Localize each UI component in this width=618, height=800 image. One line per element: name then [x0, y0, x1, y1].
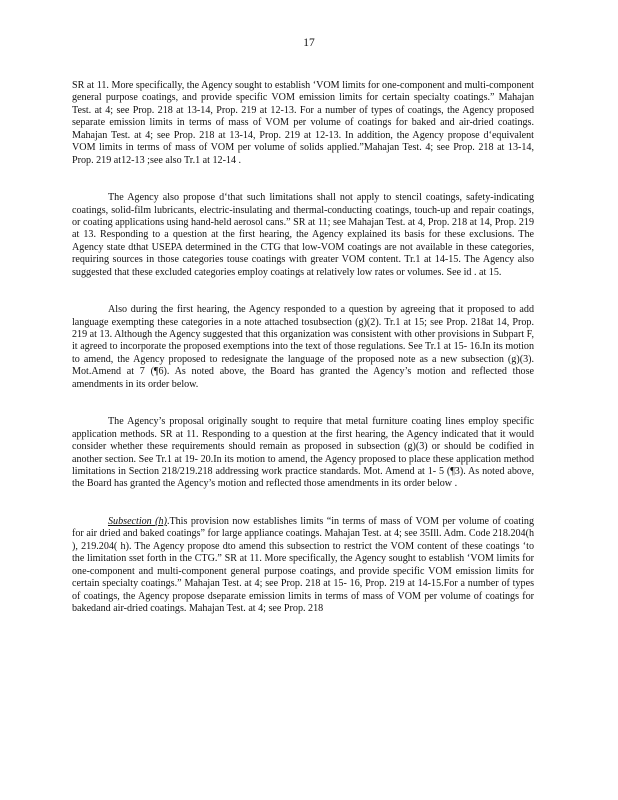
paragraph-2: The Agency also propose d‘that such limitations shall not apply to stencil coatings, safety-indicating coatings, solid-film lubricants, electric-insulating and thermal-conducting coatings, touch-up and repair coatings, or coating applications using hand-held aerosol cans.” SR at 11; see Mahajan Test. at 4, Prop. 218 at 14, Prop. 219 at 13. Responding to a question at the first hearing, the Agency explained its basis for these exclusions. The Agency state dthat USEPA determined in the CTG that low-VOM coatings are not available in these categories, requiring sources in those categories touse coatings with greater VOM content. Tr.1 at 14-15. The Agency also suggested that these excluded categories employ coatings at relatively low rates or volumes. See id . at 15. — [72, 192, 534, 278]
paragraph-5 — [72, 516, 534, 616]
paragraph-1: SR at 11. More specifically, the Agency sought to establish ‘VOM limits for one-component and multi-component general purpose coatings, and provide specific VOM emission limits for certain specialty coatings.” Mahajan Test. at 4; see Prop. 218 at 13-14, Prop. 219 at 12-13. For a number of types of coatings, the Agency proposed separate emission limits in terms of mass of VOM per volume of coatings for baked and air-dried coatings. Mahajan Test. at 4; see Prop. 218 at 13-14, Prop. 219 at 12-13. In addition, the Agency propose d‘equivalent VOM limits in terms of mass of VOM per volume of solids applied.”Mahajan Test. 4; see Prop. 218 at 13-14, Prop. 219 at12-13 ;see also Tr.1 at 12-14 . — [72, 80, 534, 166]
paragraph-3: Also during the first hearing, the Agency responded to a question by agreeing that it proposed to add language exempting these categories in a note attached tosubsection (g)(2). Tr.1 at 15; see Prop. 218at 14, Prop. 219 at 13. Although the Agency suggested that this organization was consistent with other provisions in Subpart F, it agreed to incorporate the proposed exemptions into the text of those regulations. See Tr.1 at 15- 16.In its motion to amend, the Agency proposed to redesignate the language of the proposed note as a new subsection (g)(3). Mot.Amend at 7 (¶6). As noted above, the Board has granted the Agency’s motion and reflected those amendments in its order below. — [72, 304, 534, 390]
subsection-heading: Subsection (h) — [108, 515, 167, 527]
document-body — [72, 80, 534, 615]
paragraph-5-text: .This provision now establishes limits “in terms of mass of VOM per volume of coating for air dried and baked coatings” for large appliance coatings. Mahajan Test. at 4; see 35Ill. Adm. Code 218.204(h ), 219.204( h). The Agency propose dto amend this subsection to restrict the VOM content of these coatings ‘to the limitation sset forth in the CTG.” SR at 11. More specifically, the Agency sought to establish ‘VOM limits for one-component and multi-component general purpose coatings, and provide specific VOM emission limits for certain specialty coatings.” Mahajan Test. at 4; see Prop. 218 at 15- 16, Prop. 219 at 14-15.For a number of types of coatings, the Agency propose dseparate emission limits in terms of mass of VOM per volume of coatings for bakedand air-dried coatings. Mahajan Test. at 4; see Prop. 218 — [72, 515, 534, 614]
paragraph-4: The Agency’s proposal originally sought to require that metal furniture coating lines employ specific application methods. SR at 11. Responding to a question at the first hearing, the Agency indicated that it would consider whether these requirements should remain as proposed in subsection (g)(3) or should be codified in another section. See Tr.1 at 19- 20.In its motion to amend, the Agency proposed to place these application method limitations in Section 218/219.218 addressing work practice standards. Mot. Amend at 1- 5 (¶3). As noted above, the Board has granted the Agency’s motion and reflected those amendments in its order below . — [72, 416, 534, 490]
page-number: 17 — [303, 37, 315, 49]
